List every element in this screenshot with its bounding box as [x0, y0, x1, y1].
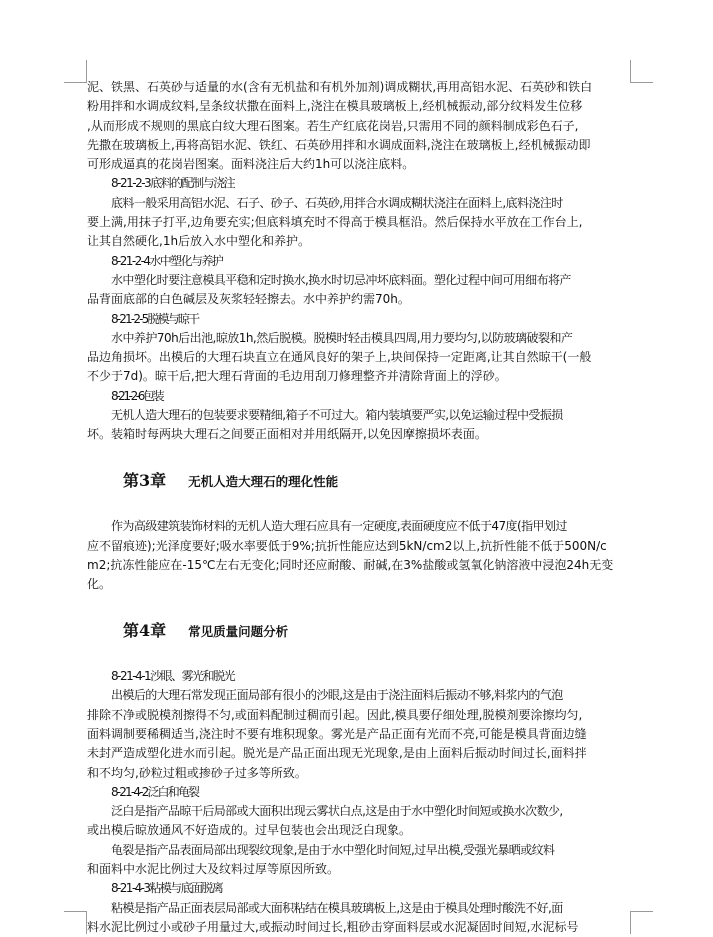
text-line: 粘模是指产品正面表层局部或大面积粘结在模具玻璃板上,这是由于模具处理时酸洗不好,面 [111, 900, 563, 915]
text-line: 无机人造大理石的包装要求要精细,箱子不可过大。箱内装填要严实,以免运输过程中受振损 [111, 408, 563, 423]
chapter-4-number: 第4章 [123, 620, 167, 640]
section-quality-issues [87, 667, 621, 937]
text-line: 品背面底部的白色碱层及灰浆轻轻擦去。水中养护约需70h。 [87, 292, 410, 307]
text-line: 泥、铁黑、石英砂与适量的水(含有无机盐和有机外加剂)调成糊状,再用高铝水泥、石英砂和铁白 [87, 80, 593, 94]
margin-mark-bottom-right [630, 911, 653, 934]
chapter-4-heading [87, 614, 621, 648]
margin-mark-top-left [64, 60, 87, 83]
text-line: 水中塑化时要注意模具平稳和定时换水,换水时切忌冲坏底料面。塑化过程中间可用细布将产 [111, 272, 571, 287]
text-line: ,从而形成不规则的黑底白纹大理石图案。若生产红底花岗岩,只需用不同的颜料制成彩色石子, [87, 118, 579, 133]
text-line: 可形成逼真的花岗岩图案。面料浇注后大约1h可以浇注底料。 [87, 157, 415, 172]
text-line: 排除不净或脱模剂擦得不匀,或面料配制过稠而引起。因此,模具要仔细处理,脱模剂要涂擦均匀, [87, 707, 583, 722]
section-physical-properties [87, 517, 621, 594]
chapter-4-title: 常见质量问题分析 [188, 623, 289, 639]
text-line: 龟裂是指产品表面局部出现裂纹现象,是由于水中塑化时间短,过早出模,受强光暴晒或纹料 [111, 842, 555, 857]
text-line: 8-21-4-2泛白和龟裂 [111, 784, 199, 799]
text-line: 出模后的大理石常发现正面局部有很小的沙眼,这是由于浇注面料后振动不够,料浆内的气泡 [111, 688, 563, 703]
text-line: 作为高级建筑装饰材料的无机人造大理石应具有一定硬度,表面硬度应不低于47度(指甲划过 [111, 519, 567, 534]
text-line: 水中养护70h后出池,晾放1h,然后脱模。脱模时轻击模具四周,用力要均匀,以防玻璃破裂和产 [111, 330, 573, 345]
text-line: 8-21-2-3底料的配制与浇注 [111, 176, 235, 191]
chapter-3-title: 无机人造大理石的理化性能 [188, 473, 339, 489]
text-line: 未封严造成塑化进水而引起。脱光是产品正面出现无光现象,是由上面料后振动时间过长,面料拌 [87, 746, 587, 761]
text-line: m2;抗冻性能应在-15℃左右无变化;同时还应耐酸、耐碱,在3%盐酸或氢氧化钠溶液中浸泡24h无变 [87, 557, 614, 572]
chapter-3-heading [87, 464, 621, 498]
document-body [87, 78, 621, 937]
text-line: 品边角损坏。出模后的大理石块直立在通风良好的架子上,块间保持一定距离,让其自然晾干(一般 [87, 350, 592, 365]
text-line: 应不留痕迹);光泽度要好;吸水率要低于9%;抗折性能应达到5kN/cm2以上,抗折性能不低于500N/c [87, 538, 607, 553]
chapter-3-number: 第3章 [123, 470, 167, 490]
text-line: 和不均匀,砂粒过粗或掺砂子过多等所致。 [87, 765, 307, 780]
section-production-process [87, 78, 621, 445]
text-line: 料水泥比例过小或砂子用量过大,或振动时间过长,粗砂击穿面料层或水泥凝固时间短,水泥标号 [87, 919, 579, 934]
text-line: 先撒在玻璃板上,再将高铝水泥、铁红、石英砂用拌和水调成面料,浇注在玻璃板上,经机械振动即 [87, 137, 591, 152]
margin-mark-bottom-left [64, 911, 87, 934]
text-line: 8-21-2-4水中塑化与养护 [111, 253, 223, 268]
text-line: 泛白是指产品晾干后局部或大面积出现云雾状白点,这是由于水中塑化时间短或换水次数少, [111, 804, 563, 819]
text-line: 面料调制要稀稠适当,浇注时不要有堆积现象。雾光是产品正面有光而不亮,可能是模具背面边缝 [87, 726, 587, 741]
text-line: 8-21-4-3粘模与底面脱离 [111, 881, 223, 896]
text-line: 让其自然硬化,1h后放入水中塑化和养护。 [87, 234, 311, 249]
text-line: 8-21-2-5脱模与晾干 [111, 311, 199, 326]
text-line: 化。 [87, 577, 112, 592]
text-line: 底料一般采用高铝水泥、石子、砂子、石英砂,用拌合水调成糊状浇注在面料上,底料浇注时 [111, 195, 563, 210]
text-line: 和面料中水泥比例过大及纹料过厚等原因所致。 [87, 861, 340, 876]
text-line: 粉用拌和水调成纹料,呈条纹状撒在面料上,浇注在模具玻璃板上,经机械振动,部分纹料发生位移 [87, 99, 583, 114]
text-line: 8-21-2-6包装 [111, 388, 163, 403]
text-line: 坏。装箱时每两块大理石之间要正面相对并用纸隔开,以免因摩擦损坏表面。 [87, 427, 487, 442]
text-line: 8-21-4-1沙眼、雾光和脱光 [111, 669, 235, 684]
text-line: 不少于7d)。晾干后,把大理石背面的毛边用刮刀修理整齐并清除背面上的浮砂。 [87, 369, 507, 384]
text-line: 或出模后晾放通风不好造成的。过早包装也会出现泛白现象。 [87, 823, 412, 838]
margin-mark-top-right [630, 60, 653, 83]
text-line: 要上满,用抹子打平,边角要充实;但底料填充时不得高于模具框沿。然后保持水平放在工作台上, [87, 215, 583, 230]
